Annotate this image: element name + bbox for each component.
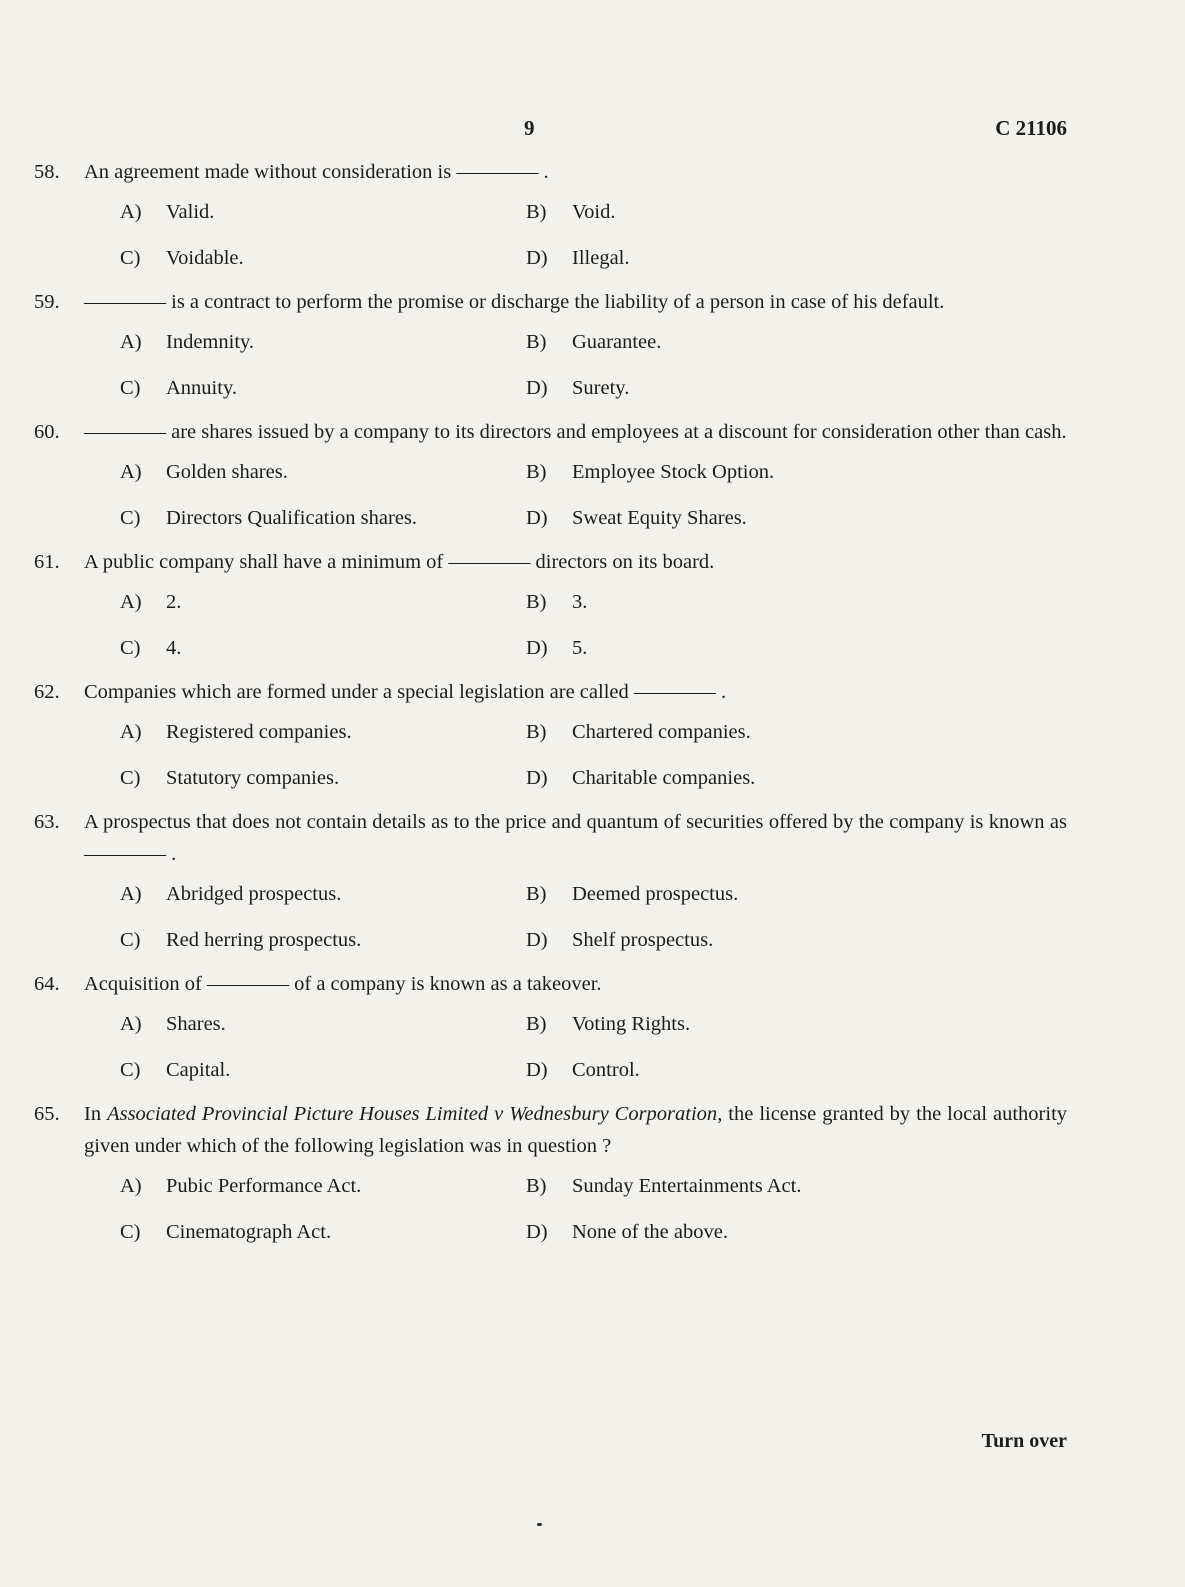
option-grid — [34, 326, 1067, 404]
option-a — [120, 716, 526, 748]
question-text: A prospectus that does not contain details as to the price and quantum of securities offered by the company is known as ———— . — [84, 811, 1067, 865]
option-text: Shelf prospectus. — [572, 929, 714, 951]
option-c — [120, 502, 526, 534]
option-d — [526, 924, 1067, 956]
option-text: Charitable companies. — [572, 767, 756, 789]
option-a — [120, 1170, 526, 1202]
option-text: Cinematograph Act. — [166, 1221, 332, 1243]
option-label: A) — [120, 331, 142, 353]
option-label: B) — [526, 721, 547, 743]
option-label: A) — [120, 721, 142, 743]
question-text: A public company shall have a minimum of ———— directors on its board. — [84, 551, 715, 573]
option-d — [526, 372, 1067, 404]
option-text: Sunday Entertainments Act. — [572, 1175, 802, 1197]
question-stem — [34, 676, 1067, 708]
option-label: A) — [120, 591, 142, 613]
option-text: 4. — [166, 637, 182, 659]
option-text: 5. — [572, 637, 588, 659]
option-c — [120, 632, 526, 664]
question-stem — [34, 546, 1067, 578]
option-label: D) — [526, 1059, 548, 1081]
option-text: Red herring prospectus. — [166, 929, 362, 951]
question-number: 61. — [34, 551, 60, 573]
option-label: D) — [526, 1221, 548, 1243]
option-text: Capital. — [166, 1059, 231, 1081]
question-stem — [34, 1098, 1067, 1162]
option-label: B) — [526, 591, 547, 613]
question-number: 60. — [34, 421, 60, 443]
question-stem — [34, 806, 1067, 870]
option-label: B) — [526, 201, 547, 223]
option-a — [120, 586, 526, 618]
option-label: C) — [120, 767, 141, 789]
option-text: 2. — [166, 591, 182, 613]
print-mark — [537, 1523, 542, 1526]
case-name: Associated Provincial Picture Houses Limited v Wednesbury Corporation — [107, 1103, 718, 1125]
option-label: D) — [526, 637, 548, 659]
option-label: C) — [120, 929, 141, 951]
option-text: Deemed prospectus. — [572, 883, 739, 905]
question-text: ———— is a contract to perform the promise or discharge the liability of a person in case of his default. — [84, 291, 945, 313]
option-b — [526, 456, 1067, 488]
option-text: 3. — [572, 591, 588, 613]
option-text: Chartered companies. — [572, 721, 751, 743]
question-text: Acquisition of ———— of a company is known as a takeover. — [84, 973, 602, 995]
question-stem — [34, 286, 1067, 318]
option-b — [526, 1170, 1067, 1202]
option-d — [526, 632, 1067, 664]
question-61 — [34, 546, 1067, 664]
option-label: C) — [120, 247, 141, 269]
option-d — [526, 762, 1067, 794]
option-text: Indemnity. — [166, 331, 255, 353]
option-label: D) — [526, 247, 548, 269]
option-grid — [34, 716, 1067, 794]
option-b — [526, 878, 1067, 910]
option-label: C) — [120, 1221, 141, 1243]
option-b — [526, 326, 1067, 358]
option-b — [526, 1008, 1067, 1040]
option-label: D) — [526, 767, 548, 789]
option-a — [120, 878, 526, 910]
option-text: Valid. — [166, 201, 215, 223]
option-b — [526, 716, 1067, 748]
option-label: D) — [526, 929, 548, 951]
question-stem — [34, 156, 1067, 188]
page-header — [0, 114, 1185, 144]
option-label: C) — [120, 507, 141, 529]
option-c — [120, 924, 526, 956]
option-label: B) — [526, 883, 547, 905]
option-a — [120, 196, 526, 228]
option-grid — [34, 878, 1067, 956]
question-number: 65. — [34, 1103, 60, 1125]
question-63 — [34, 806, 1067, 956]
question-text: Companies which are formed under a special legislation are called ———— . — [84, 681, 727, 703]
option-label: B) — [526, 461, 547, 483]
option-text: None of the above. — [572, 1221, 728, 1243]
option-label: A) — [120, 1013, 142, 1035]
option-text: Voting Rights. — [572, 1013, 691, 1035]
question-number: 58. — [34, 161, 60, 183]
question-65 — [34, 1098, 1067, 1248]
option-text: Abridged prospectus. — [166, 883, 342, 905]
option-grid — [34, 1008, 1067, 1086]
option-d — [526, 502, 1067, 534]
option-text: Golden shares. — [166, 461, 288, 483]
question-list — [34, 156, 1067, 1260]
option-text: Annuity. — [166, 377, 237, 399]
question-number: 59. — [34, 291, 60, 313]
question-number: 63. — [34, 811, 60, 833]
option-c — [120, 242, 526, 274]
option-c — [120, 762, 526, 794]
option-text: Void. — [572, 201, 616, 223]
option-text: Sweat Equity Shares. — [572, 507, 747, 529]
question-text: ———— are shares issued by a company to its directors and employees at a discount for consideration other than cash. — [84, 421, 1067, 443]
option-b — [526, 586, 1067, 618]
option-label: B) — [526, 331, 547, 353]
option-b — [526, 196, 1067, 228]
question-59 — [34, 286, 1067, 404]
option-text: Guarantee. — [572, 331, 662, 353]
question-number: 64. — [34, 973, 60, 995]
option-c — [120, 372, 526, 404]
turn-over-note: Turn over — [981, 1430, 1067, 1452]
option-c — [120, 1054, 526, 1086]
page-number: 9 — [524, 116, 535, 140]
option-text: Control. — [572, 1059, 640, 1081]
option-text: Pubic Performance Act. — [166, 1175, 362, 1197]
option-a — [120, 456, 526, 488]
option-label: A) — [120, 201, 142, 223]
option-d — [526, 1054, 1067, 1086]
option-label: C) — [120, 637, 141, 659]
question-number: 62. — [34, 681, 60, 703]
question-58 — [34, 156, 1067, 274]
option-label: A) — [120, 883, 142, 905]
option-label: A) — [120, 1175, 142, 1197]
option-label: D) — [526, 377, 548, 399]
question-62 — [34, 676, 1067, 794]
question-text-pre: In — [84, 1103, 108, 1125]
option-text: Voidable. — [166, 247, 244, 269]
question-64 — [34, 968, 1067, 1086]
option-label: A) — [120, 461, 142, 483]
option-text: Shares. — [166, 1013, 226, 1035]
question-stem — [34, 968, 1067, 1000]
option-text: Illegal. — [572, 247, 630, 269]
option-a — [120, 1008, 526, 1040]
option-d — [526, 242, 1067, 274]
option-text: Employee Stock Option. — [572, 461, 775, 483]
option-grid — [34, 196, 1067, 274]
paper-code: C 21106 — [995, 116, 1067, 140]
option-grid — [34, 1170, 1067, 1248]
option-c — [120, 1216, 526, 1248]
question-text-post: , the license granted by the local authority given under which of the following legislation was in question ? — [84, 1103, 1068, 1157]
option-grid — [34, 586, 1067, 664]
option-text: Directors Qualification shares. — [166, 507, 418, 529]
option-text: Surety. — [572, 377, 630, 399]
option-text: Registered companies. — [166, 721, 352, 743]
option-text: Statutory companies. — [166, 767, 340, 789]
question-stem — [34, 416, 1067, 448]
option-label: D) — [526, 507, 548, 529]
option-grid — [34, 456, 1067, 534]
option-a — [120, 326, 526, 358]
option-label: C) — [120, 1059, 141, 1081]
question-60 — [34, 416, 1067, 534]
option-label: C) — [120, 377, 141, 399]
option-label: B) — [526, 1175, 547, 1197]
question-text: An agreement made without consideration is ———— . — [84, 161, 549, 183]
option-label: B) — [526, 1013, 547, 1035]
option-d — [526, 1216, 1067, 1248]
